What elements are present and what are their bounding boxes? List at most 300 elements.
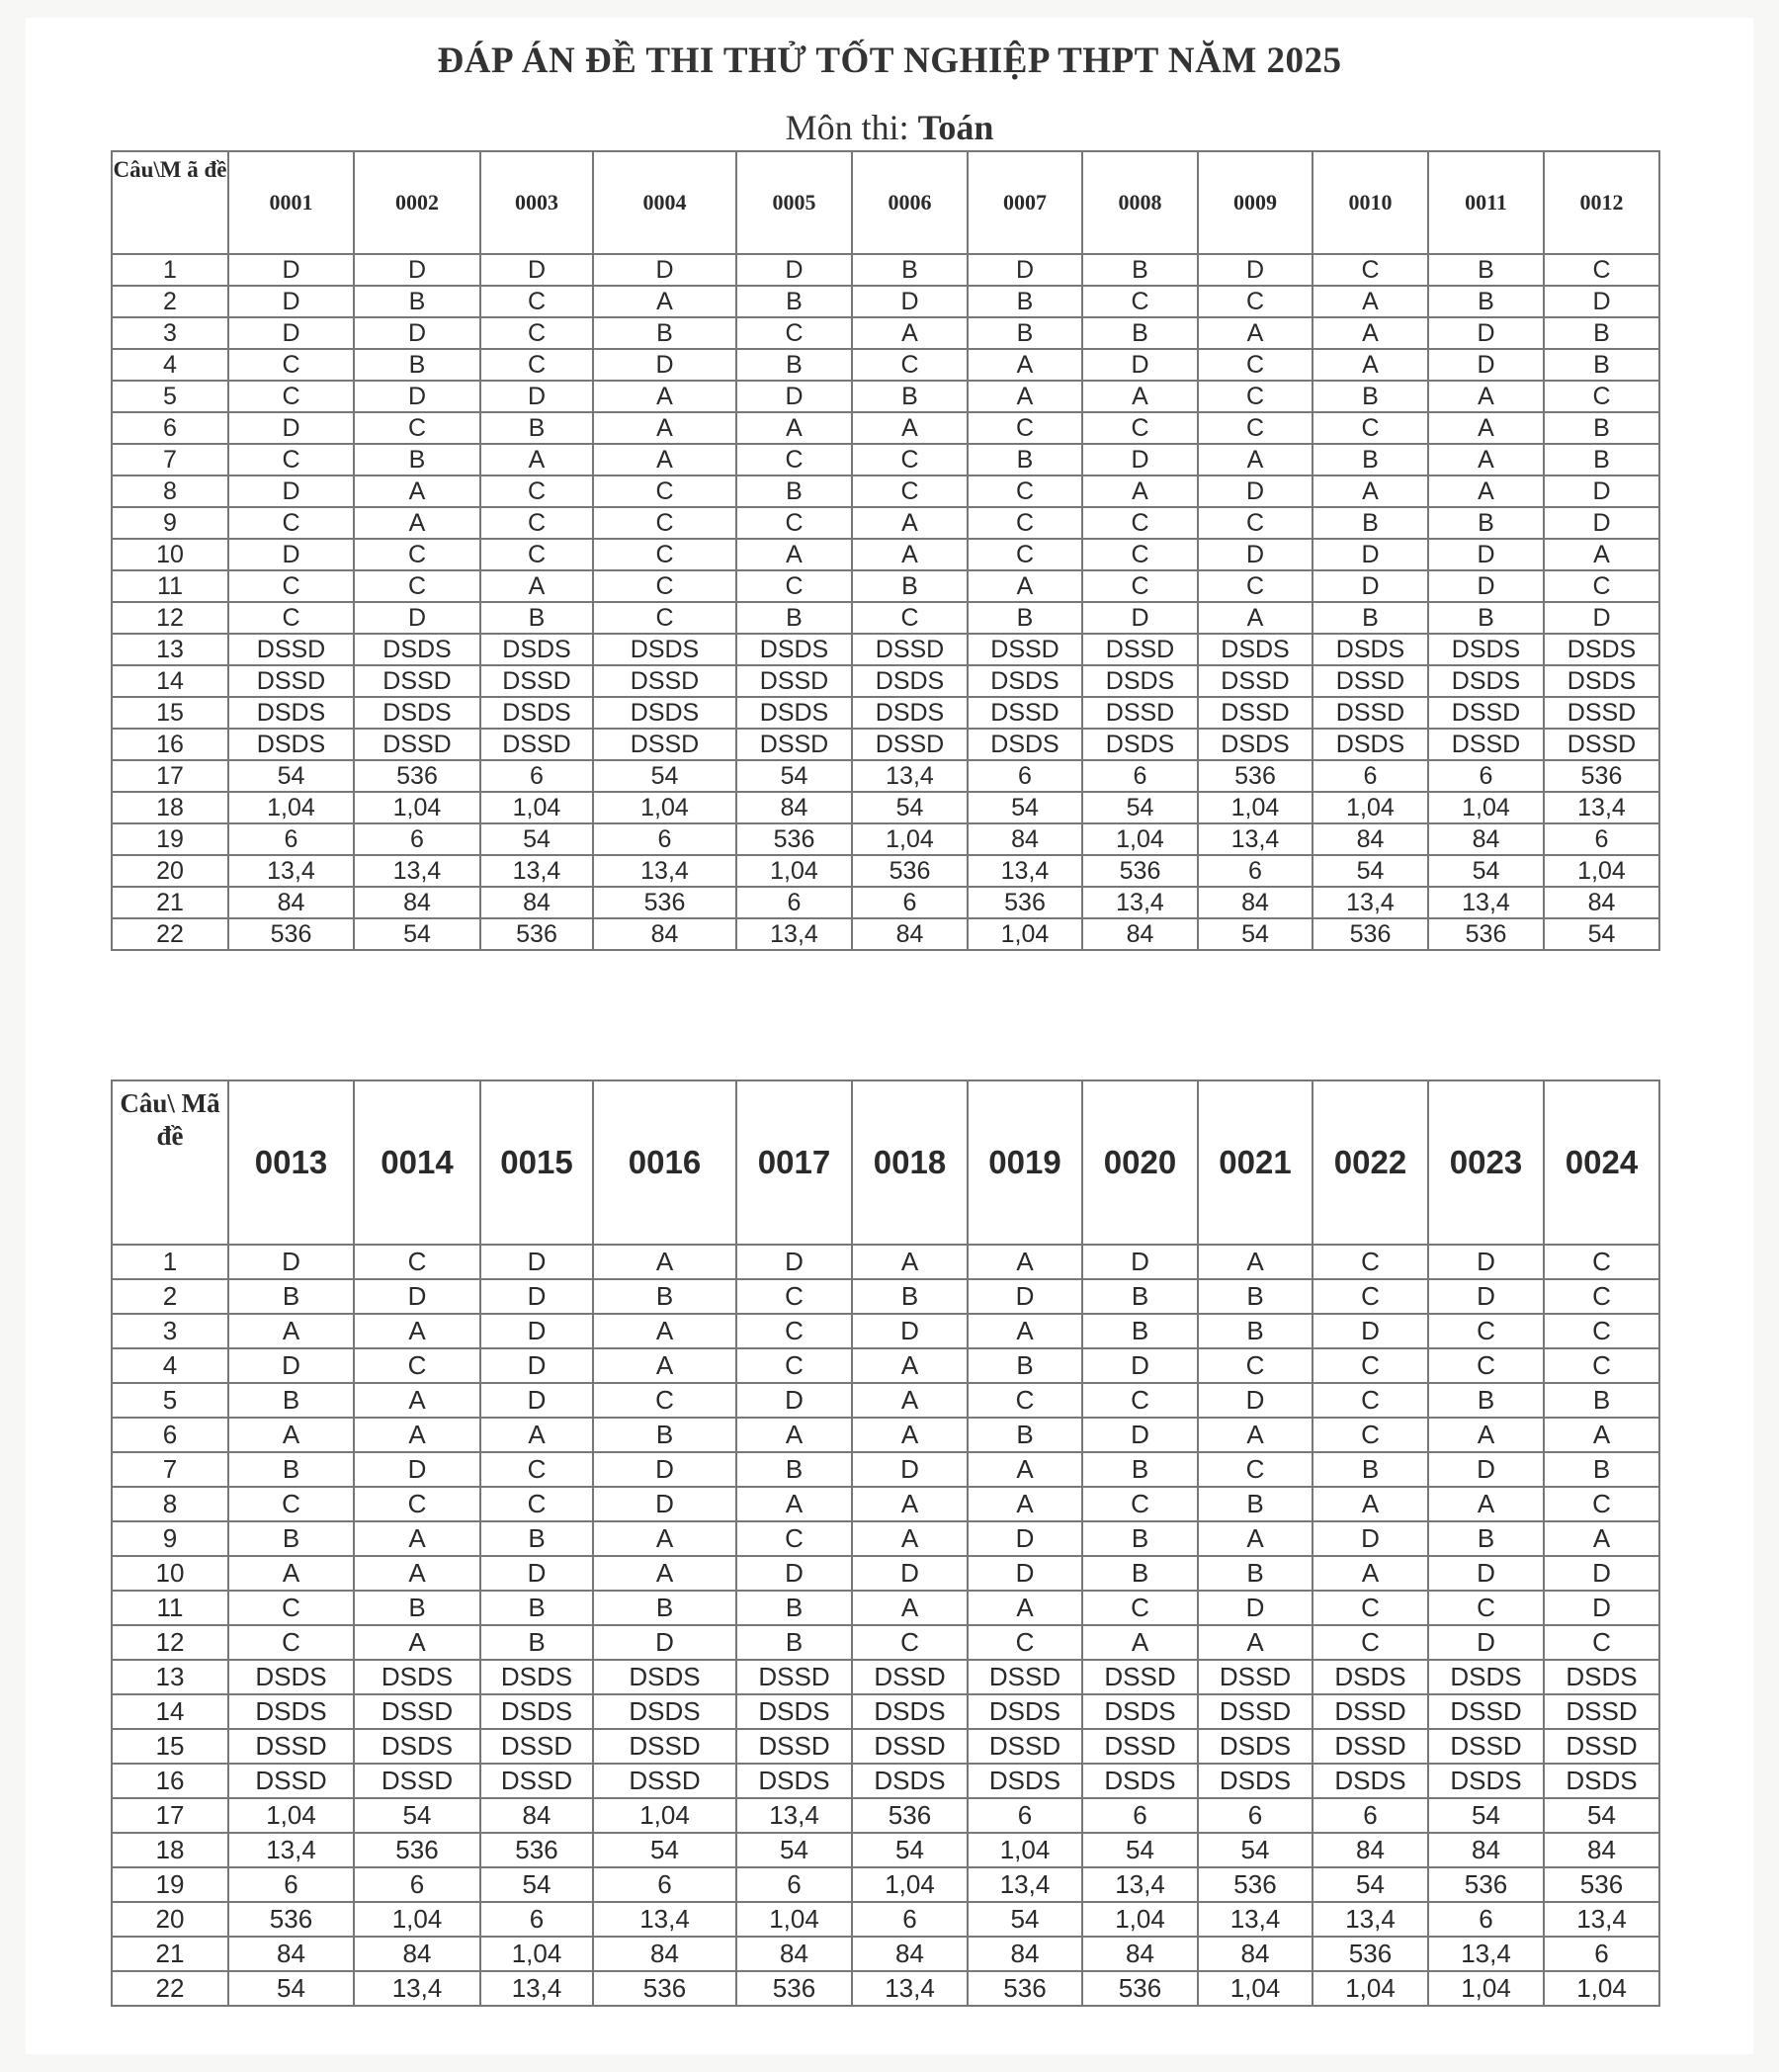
answer-cell: C <box>1198 349 1313 381</box>
answer-cell: DSSD <box>1544 697 1659 729</box>
answer-cell: 1,04 <box>1428 792 1544 823</box>
answer-cell: B <box>1428 507 1544 539</box>
table-row <box>112 1383 1659 1418</box>
answer-cell: 6 <box>480 760 593 792</box>
answer-cell: C <box>480 349 593 381</box>
question-number-cell: 10 <box>112 539 228 570</box>
answer-cell: A <box>968 1487 1082 1521</box>
answer-cell: B <box>968 444 1082 475</box>
answer-cell: C <box>1544 254 1659 286</box>
answer-cell: B <box>1313 1452 1428 1487</box>
question-number-cell: 6 <box>112 412 228 444</box>
exam-code-header: 0007 <box>968 151 1082 254</box>
answer-cell: C <box>736 1348 852 1383</box>
question-number-cell: 11 <box>112 570 228 602</box>
answer-cell: D <box>1428 539 1544 570</box>
answer-cell: B <box>1544 349 1659 381</box>
answer-cell: C <box>593 570 736 602</box>
answer-cell: 6 <box>1544 1937 1659 1971</box>
answer-cell: A <box>354 507 480 539</box>
table-row <box>112 570 1659 602</box>
answer-cell: DSDS <box>1313 1660 1428 1694</box>
answer-cell: A <box>593 412 736 444</box>
answer-cell: DSSD <box>228 634 354 665</box>
answer-cell: 536 <box>1198 1867 1313 1902</box>
answer-cell: C <box>480 507 593 539</box>
exam-code-header: 0004 <box>593 151 736 254</box>
answer-cell: C <box>852 1625 968 1660</box>
answer-cell: A <box>593 1245 736 1279</box>
answer-cell: DSDS <box>354 1660 480 1694</box>
answer-cell: B <box>1082 1452 1198 1487</box>
answer-cell: DSDS <box>736 1764 852 1798</box>
exam-code-header: 0023 <box>1428 1080 1544 1245</box>
answer-cell: C <box>1544 1625 1659 1660</box>
exam-code-header: 0024 <box>1544 1080 1659 1245</box>
answer-cell: D <box>480 1279 593 1314</box>
answer-cell: 536 <box>1198 760 1313 792</box>
answer-cell: C <box>736 1279 852 1314</box>
answer-cell: A <box>354 1418 480 1452</box>
answer-cell: C <box>1313 1348 1428 1383</box>
table-row <box>112 1591 1659 1625</box>
answer-cell: DSDS <box>228 1694 354 1729</box>
answer-cell: A <box>968 1452 1082 1487</box>
answer-cell: DSSD <box>968 1660 1082 1694</box>
answer-cell: 536 <box>736 1971 852 2006</box>
question-number-cell: 13 <box>112 1660 228 1694</box>
table-row <box>112 1660 1659 1694</box>
answer-cell: C <box>228 570 354 602</box>
answer-cell: C <box>593 539 736 570</box>
answer-cell: B <box>1082 1556 1198 1591</box>
answer-cell: D <box>593 1625 736 1660</box>
answer-cell: 54 <box>1313 1867 1428 1902</box>
exam-code-header: 0016 <box>593 1080 736 1245</box>
question-number-cell: 11 <box>112 1591 228 1625</box>
answer-cell: D <box>1313 1314 1428 1348</box>
answer-cell: 54 <box>852 1833 968 1867</box>
answer-cell: A <box>736 1418 852 1452</box>
answer-cell: 13,4 <box>480 855 593 887</box>
answer-cell: 6 <box>736 1867 852 1902</box>
answer-cell: A <box>1313 317 1428 349</box>
answer-cell: D <box>1198 254 1313 286</box>
answer-cell: DSDS <box>1428 1660 1544 1694</box>
answer-cell: A <box>480 570 593 602</box>
answer-cell: D <box>1428 317 1544 349</box>
answer-cell: C <box>968 1625 1082 1660</box>
answer-cell: A <box>852 1521 968 1556</box>
answer-cell: B <box>736 602 852 634</box>
answer-cell: 536 <box>1428 918 1544 950</box>
answer-cell: C <box>1313 1418 1428 1452</box>
answer-cell: D <box>354 1279 480 1314</box>
table-row <box>112 412 1659 444</box>
answer-cell: 13,4 <box>228 1833 354 1867</box>
table-row <box>112 507 1659 539</box>
question-number-cell: 18 <box>112 792 228 823</box>
answer-cell: C <box>1198 570 1313 602</box>
answer-cell: A <box>354 1521 480 1556</box>
answer-cell: C <box>228 1591 354 1625</box>
answer-cell: B <box>228 1521 354 1556</box>
answer-cell: 1,04 <box>1313 792 1428 823</box>
answer-cell: 1,04 <box>593 1798 736 1833</box>
answer-cell: B <box>736 286 852 317</box>
answer-cell: DSDS <box>1082 1694 1198 1729</box>
answer-cell: 536 <box>228 1902 354 1937</box>
answer-cell: 84 <box>1198 1937 1313 1971</box>
answer-cell: DSDS <box>593 634 736 665</box>
answer-cell: DSSD <box>593 729 736 760</box>
answer-cell: 54 <box>354 918 480 950</box>
answer-cell: 6 <box>968 760 1082 792</box>
answer-cell: A <box>736 412 852 444</box>
answer-cell: 13,4 <box>354 855 480 887</box>
answer-table-2 <box>111 1079 1660 2007</box>
answer-cell: C <box>736 1521 852 1556</box>
answer-cell: B <box>1313 602 1428 634</box>
answer-cell: 84 <box>736 1937 852 1971</box>
answer-cell: 13,4 <box>968 1867 1082 1902</box>
answer-cell: 536 <box>852 1798 968 1833</box>
answer-cell: DSSD <box>736 729 852 760</box>
answer-cell: D <box>1082 1418 1198 1452</box>
answer-cell: A <box>1313 349 1428 381</box>
answer-cell: B <box>968 1348 1082 1383</box>
answer-cell: 1,04 <box>736 1902 852 1937</box>
exam-code-header: 0014 <box>354 1080 480 1245</box>
answer-cell: 1,04 <box>968 918 1082 950</box>
answer-cell: 84 <box>480 1798 593 1833</box>
answer-cell: C <box>228 1487 354 1521</box>
answer-cell: DSDS <box>354 697 480 729</box>
answer-cell: B <box>480 1625 593 1660</box>
answer-table-1 <box>111 150 1660 951</box>
answer-cell: DSSD <box>1313 1729 1428 1764</box>
answer-cell: D <box>1082 1245 1198 1279</box>
answer-cell: DSDS <box>736 697 852 729</box>
answer-cell: C <box>1198 412 1313 444</box>
answer-cell: B <box>852 254 968 286</box>
answer-cell: 536 <box>593 1971 736 2006</box>
answer-cell: DSDS <box>1544 665 1659 697</box>
answer-cell: B <box>852 1279 968 1314</box>
answer-cell: A <box>1428 381 1544 412</box>
answer-cell: C <box>593 602 736 634</box>
answer-cell: A <box>736 1487 852 1521</box>
table-row <box>112 1798 1659 1833</box>
answer-cell: C <box>968 507 1082 539</box>
answer-cell: A <box>1313 1487 1428 1521</box>
answer-cell: 6 <box>228 1867 354 1902</box>
answer-cell: DSSD <box>593 1764 736 1798</box>
answer-cell: DSSD <box>852 634 968 665</box>
table-row <box>112 1937 1659 1971</box>
question-number-cell: 4 <box>112 349 228 381</box>
answer-cell: 536 <box>736 823 852 855</box>
answer-cell: A <box>228 1418 354 1452</box>
answer-cell: A <box>1428 1418 1544 1452</box>
question-number-cell: 1 <box>112 1245 228 1279</box>
answer-cell: A <box>354 1625 480 1660</box>
answer-cell: DSDS <box>968 665 1082 697</box>
answer-cell: B <box>593 1591 736 1625</box>
answer-cell: 536 <box>968 887 1082 918</box>
answer-cell: 536 <box>1313 1937 1428 1971</box>
answer-cell: B <box>968 602 1082 634</box>
answer-cell: B <box>1082 1521 1198 1556</box>
answer-cell: C <box>354 539 480 570</box>
answer-cell: 84 <box>1082 918 1198 950</box>
answer-cell: 54 <box>736 1833 852 1867</box>
answer-cell: 54 <box>228 760 354 792</box>
answer-cell: 536 <box>228 918 354 950</box>
answer-cell: 54 <box>736 760 852 792</box>
question-number-cell: 10 <box>112 1556 228 1591</box>
answer-cell: A <box>968 349 1082 381</box>
answer-cell: D <box>1428 1279 1544 1314</box>
answer-cell: 54 <box>1544 918 1659 950</box>
answer-cell: C <box>1313 1591 1428 1625</box>
answer-cell: C <box>1428 1314 1544 1348</box>
answer-cell: B <box>593 1279 736 1314</box>
answer-cell: C <box>1428 1591 1544 1625</box>
exam-code-header: 0009 <box>1198 151 1313 254</box>
table-row <box>112 1833 1659 1867</box>
answer-cell: DSDS <box>852 1694 968 1729</box>
answer-cell: B <box>1544 412 1659 444</box>
header-row <box>112 151 1659 254</box>
table-row <box>112 697 1659 729</box>
answer-cell: A <box>480 444 593 475</box>
table-row <box>112 887 1659 918</box>
answer-cell: D <box>968 1279 1082 1314</box>
answer-cell: 54 <box>968 1902 1082 1937</box>
question-number-cell: 22 <box>112 1971 228 2006</box>
answer-cell: C <box>228 381 354 412</box>
answer-cell: B <box>1544 1452 1659 1487</box>
answer-cell: 84 <box>593 918 736 950</box>
answer-cell: DSSD <box>1428 697 1544 729</box>
answer-cell: DSDS <box>968 1694 1082 1729</box>
table-row <box>112 1521 1659 1556</box>
answer-cell: DSSD <box>354 1694 480 1729</box>
table-row <box>112 539 1659 570</box>
answer-cell: D <box>228 1245 354 1279</box>
answer-cell: D <box>1198 1591 1313 1625</box>
exam-code-header: 0012 <box>1544 151 1659 254</box>
answer-cell: D <box>593 349 736 381</box>
table-row <box>112 444 1659 475</box>
answer-cell: 6 <box>354 1867 480 1902</box>
answer-cell: 54 <box>593 760 736 792</box>
answer-cell: 536 <box>354 760 480 792</box>
answer-cell: B <box>1198 1556 1313 1591</box>
question-number-cell: 8 <box>112 1487 228 1521</box>
answer-cell: B <box>1313 381 1428 412</box>
answer-cell: DSDS <box>354 1729 480 1764</box>
answer-cell: A <box>1544 539 1659 570</box>
question-number-cell: 21 <box>112 887 228 918</box>
answer-cell: 13,4 <box>736 918 852 950</box>
answer-cell: B <box>1198 1314 1313 1348</box>
answer-cell: A <box>354 1556 480 1591</box>
answer-cell: C <box>354 1487 480 1521</box>
answer-cell: DSSD <box>1198 1694 1313 1729</box>
answer-cell: DSSD <box>1428 729 1544 760</box>
question-number-cell: 5 <box>112 381 228 412</box>
table-row <box>112 1971 1659 2006</box>
answer-cell: D <box>1544 286 1659 317</box>
answer-cell: DSSD <box>1544 1694 1659 1729</box>
answer-cell: 54 <box>593 1833 736 1867</box>
answer-cell: C <box>1313 1625 1428 1660</box>
answer-cell: A <box>736 539 852 570</box>
answer-cell: C <box>1313 1383 1428 1418</box>
answer-cell: DSSD <box>228 665 354 697</box>
subject-prefix: Môn thi: <box>785 108 918 147</box>
answer-cell: 536 <box>1544 760 1659 792</box>
answer-cell: A <box>968 1314 1082 1348</box>
answer-cell: D <box>228 286 354 317</box>
answer-cell: 1,04 <box>1428 1971 1544 2006</box>
question-number-cell: 15 <box>112 697 228 729</box>
answer-cell: 54 <box>1544 1798 1659 1833</box>
answer-cell: A <box>1313 286 1428 317</box>
answer-cell: A <box>852 1348 968 1383</box>
answer-cell: 1,04 <box>228 792 354 823</box>
answer-cell: DSSD <box>1082 1729 1198 1764</box>
answer-cell: 536 <box>1082 1971 1198 2006</box>
table-row <box>112 918 1659 950</box>
answer-cell: C <box>1082 1487 1198 1521</box>
answer-cell: 13,4 <box>1313 1902 1428 1937</box>
exam-code-header: 0013 <box>228 1080 354 1245</box>
answer-cell: 1,04 <box>354 1902 480 1937</box>
answer-cell: 13,4 <box>480 1971 593 2006</box>
answer-cell: A <box>1082 1625 1198 1660</box>
answer-cell: A <box>228 1314 354 1348</box>
answer-cell: 13,4 <box>1544 1902 1659 1937</box>
answer-cell: A <box>480 1418 593 1452</box>
answer-cell: 1,04 <box>593 792 736 823</box>
answer-cell: D <box>1428 1245 1544 1279</box>
table-row <box>112 475 1659 507</box>
answer-cell: DSSD <box>1313 697 1428 729</box>
answer-cell: B <box>1082 254 1198 286</box>
answer-cell: A <box>1428 412 1544 444</box>
answer-cell: C <box>1544 381 1659 412</box>
answer-cell: 6 <box>593 823 736 855</box>
table-row <box>112 1625 1659 1660</box>
answer-cell: DSDS <box>852 665 968 697</box>
answer-cell: 1,04 <box>852 1867 968 1902</box>
answer-cell: B <box>1082 1314 1198 1348</box>
answer-cell: DSSD <box>480 729 593 760</box>
answer-cell: C <box>852 444 968 475</box>
answer-cell: 84 <box>736 792 852 823</box>
answer-cell: A <box>968 1591 1082 1625</box>
answer-cell: D <box>228 1348 354 1383</box>
answer-cell: C <box>968 475 1082 507</box>
answer-cell: D <box>228 412 354 444</box>
answer-cell: D <box>1544 507 1659 539</box>
answer-cell: D <box>852 1556 968 1591</box>
answer-cell: DSDS <box>1082 1764 1198 1798</box>
question-number-cell: 16 <box>112 729 228 760</box>
answer-cell: D <box>228 317 354 349</box>
answer-cell: B <box>1544 317 1659 349</box>
answer-cell: C <box>1313 412 1428 444</box>
exam-code-header: 0003 <box>480 151 593 254</box>
answer-cell: A <box>852 1487 968 1521</box>
answer-cell: B <box>354 349 480 381</box>
answer-cell: DSDS <box>228 729 354 760</box>
answer-cell: C <box>354 1245 480 1279</box>
answer-cell: B <box>736 349 852 381</box>
answer-cell: 1,04 <box>1082 1902 1198 1937</box>
answer-cell: 84 <box>228 1937 354 1971</box>
answer-cell: DSSD <box>1313 1694 1428 1729</box>
answer-cell: B <box>968 286 1082 317</box>
answer-cell: 13,4 <box>736 1798 852 1833</box>
question-number-cell: 7 <box>112 1452 228 1487</box>
answer-cell: A <box>354 475 480 507</box>
table-row <box>112 665 1659 697</box>
answer-cell: A <box>1198 1521 1313 1556</box>
answer-cell: DSDS <box>228 1660 354 1694</box>
answer-cell: DSSD <box>1198 1660 1313 1694</box>
answer-cell: DSSD <box>968 697 1082 729</box>
table-row <box>112 792 1659 823</box>
answer-cell: A <box>593 381 736 412</box>
answer-cell: A <box>1544 1521 1659 1556</box>
answer-cell: 54 <box>354 1798 480 1833</box>
answer-cell: B <box>736 1591 852 1625</box>
answer-cell: 6 <box>480 1902 593 1937</box>
answer-cell: C <box>228 444 354 475</box>
exam-code-header: 0008 <box>1082 151 1198 254</box>
table-row <box>112 286 1659 317</box>
table-row <box>112 1556 1659 1591</box>
answer-cell: B <box>968 1418 1082 1452</box>
exam-code-header: 0001 <box>228 151 354 254</box>
answer-cell: A <box>593 1348 736 1383</box>
table-row <box>112 1487 1659 1521</box>
answer-cell: 1,04 <box>1313 1971 1428 2006</box>
question-number-cell: 3 <box>112 317 228 349</box>
answer-cell: D <box>480 1245 593 1279</box>
answer-cell: C <box>1082 286 1198 317</box>
answer-cell: A <box>228 1556 354 1591</box>
answer-cell: C <box>593 1383 736 1418</box>
answer-cell: 84 <box>1544 1833 1659 1867</box>
answer-cell: 6 <box>228 823 354 855</box>
answer-cell: DSSD <box>593 665 736 697</box>
answer-cell: B <box>480 1591 593 1625</box>
table-row <box>112 1245 1659 1279</box>
exam-code-header: 0018 <box>852 1080 968 1245</box>
answer-cell: 6 <box>852 887 968 918</box>
answer-cell: 54 <box>1082 1833 1198 1867</box>
answer-cell: C <box>1198 286 1313 317</box>
question-number-cell: 13 <box>112 634 228 665</box>
table-row <box>112 1348 1659 1383</box>
answer-cell: D <box>593 1452 736 1487</box>
exam-code-header: 0015 <box>480 1080 593 1245</box>
